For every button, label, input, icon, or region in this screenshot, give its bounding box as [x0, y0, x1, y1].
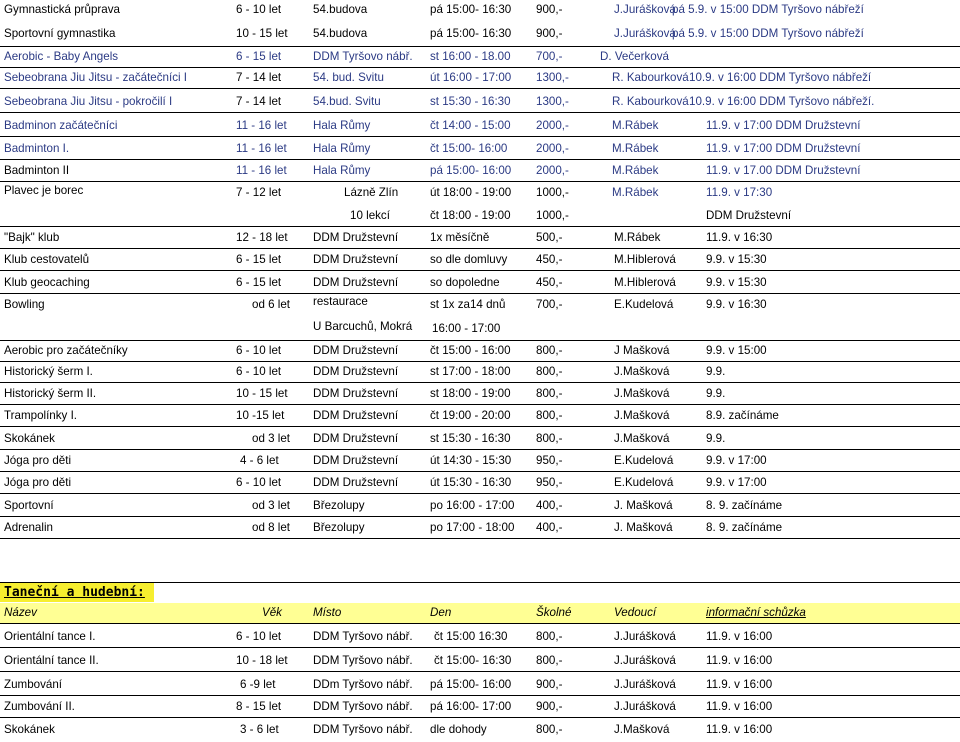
activity-info: 9.9. v 15:30 [706, 253, 767, 266]
dance-time: dle dohody [430, 723, 487, 736]
activity-info: pá 5.9. v 15:00 DDM Tyršovo nábřeží [672, 27, 864, 40]
activity-name: Sportovní [4, 499, 54, 512]
activity-age: 7 - 14 let [236, 71, 282, 84]
activity-leader: M.Hiblerová [614, 276, 676, 289]
activity-time: st 17:00 - 18:00 [430, 365, 511, 378]
table-row [0, 675, 960, 696]
table-row [0, 250, 960, 271]
dance-leader: J.Jurášková [614, 700, 676, 713]
activity-leader: E.Kudelová [614, 298, 674, 311]
dance-name: Skokánek [4, 723, 55, 736]
activity-name: Trampolínky I. [4, 409, 78, 422]
activity-name: Plavec je borec [4, 184, 84, 197]
activity-leader: R. Kabourková [612, 71, 689, 84]
activity-info: 8. 9. začínáme [706, 499, 783, 512]
activity-name: Badminton II [4, 164, 70, 177]
activity-info: 9.9. v 17:00 [706, 454, 767, 467]
dance-place: DDM Tyršovo nábř. [313, 654, 413, 667]
activity-time: út 15:30 - 16:30 [430, 476, 512, 489]
table-row [0, 429, 960, 450]
activity-age: 6 - 10 let [236, 3, 282, 16]
activity-place: Hala Růmy [313, 119, 371, 132]
section-heading [0, 582, 960, 604]
activity-place: DDM Družstevní [313, 344, 399, 357]
activity-leader: J.Mašková [614, 432, 670, 445]
activity-info: 11.9. v 16:30 [706, 231, 773, 244]
activity-age: 10 - 15 let [236, 27, 288, 40]
table-row [0, 116, 960, 137]
dance-price: 900,- [536, 678, 563, 691]
header-age: Věk [262, 606, 282, 619]
table-row [0, 183, 960, 203]
table-row [0, 228, 960, 249]
activity-name: Sportovní gymnastika [4, 27, 116, 40]
activity-name: Klub geocaching [4, 276, 90, 289]
activity-place: DDM Družstevní [313, 231, 399, 244]
table-row [0, 92, 960, 113]
activity-time: po 17:00 - 18:00 [430, 521, 515, 534]
activity-leader: E.Kudelová [614, 476, 674, 489]
activity-place: DDM Družstevní [313, 432, 399, 445]
dance-price: 800,- [536, 654, 563, 667]
activity-age: 10 -15 let [236, 409, 285, 422]
activity-age: 6 - 10 let [236, 365, 282, 378]
activity-leader: J. Mašková [614, 521, 673, 534]
activity-place: DDM Družstevní [313, 276, 399, 289]
activity-time: st 16:00 - 18.00 [430, 50, 511, 63]
bowling-extra-place: U Barcuchů, Mokrá [313, 320, 413, 333]
dance-info: 11.9. v 16:00 [706, 654, 773, 667]
activity-leader: M.Rábek [612, 164, 659, 177]
activity-info: 10.9. v 16:00 DDM Tyršovo nábřeží [689, 71, 872, 84]
header-leader: Vedoucí [614, 606, 657, 619]
dance-name: Orientální tance II. [4, 654, 99, 667]
activity-place: 10 lekcí [350, 209, 390, 222]
dance-info: 11.9. v 16:00 [706, 700, 773, 713]
activity-info: 10.9. v 16:00 DDM Tyršovo nábřeží. [689, 95, 875, 108]
dance-info: 11.9. v 16:00 [706, 723, 773, 736]
activity-time: čt 18:00 - 19:00 [430, 209, 511, 222]
activity-price: 2000,- [536, 164, 569, 177]
activity-info: pá 5.9. v 15:00 DDM Tyršovo nábřeží [672, 3, 864, 16]
activity-info: 9.9. v 15:30 [706, 276, 767, 289]
activity-price: 800,- [536, 409, 563, 422]
activity-time: čt 19:00 - 20:00 [430, 409, 511, 422]
activity-time: čt 15:00 - 16:00 [430, 344, 511, 357]
activity-leader: J.Jurášková [614, 27, 676, 40]
activity-place: Lázně Zlín [344, 186, 399, 199]
activity-price: 1300,- [536, 95, 569, 108]
activity-place: DDM Družstevní [313, 409, 399, 422]
table-row [0, 697, 960, 718]
activity-price: 1300,- [536, 71, 569, 84]
dance-age: 10 - 18 let [236, 654, 288, 667]
dance-time: pá 15:00- 16:00 [430, 678, 512, 691]
activity-leader: M.Rábek [614, 231, 661, 244]
activity-name: Sebeobrana Jiu Jitsu - pokročilí I [4, 95, 173, 108]
activity-price: 700,- [536, 50, 563, 63]
activity-info: 8. 9. začínáme [706, 521, 783, 534]
activity-time: po 16:00 - 17:00 [430, 499, 515, 512]
table-row [0, 406, 960, 427]
table-row [0, 340, 960, 362]
activity-leader: J.Jurášková [614, 3, 676, 16]
activity-leader: J. Mašková [614, 499, 673, 512]
activity-info: 9.9. v 15:00 [706, 344, 767, 357]
header-price: Školné [536, 606, 572, 619]
dance-age: 6 - 10 let [236, 630, 282, 643]
dance-leader: J.Jurášková [614, 630, 676, 643]
dance-age: 6 -9 let [240, 678, 276, 691]
table-row [0, 68, 960, 89]
activity-age: od 6 let [252, 298, 291, 311]
activity-time: st 15:30 - 16:30 [430, 95, 511, 108]
dance-place: DDm Tyršovo nábř. [313, 678, 413, 691]
activity-info: 11.9. v 17:00 DDM Družstevní [706, 142, 861, 155]
table-row [0, 518, 960, 539]
activity-info: 9.9. v 17:00 [706, 476, 767, 489]
dance-time: čt 15:00- 16:30 [434, 654, 512, 667]
dance-price: 900,- [536, 700, 563, 713]
activity-time: út 16:00 - 17:00 [430, 71, 512, 84]
activity-leader: M.Rábek [612, 186, 659, 199]
activity-leader: D. Večerková [600, 50, 669, 63]
dance-time: čt 15:00 16:30 [434, 630, 508, 643]
activity-info: 11.9. v 17:00 DDM Družstevní [706, 119, 861, 132]
activity-place: 54.budova [313, 27, 368, 40]
activity-price: 500,- [536, 231, 563, 244]
table-row [0, 362, 960, 383]
dance-place: DDM Tyršovo nábř. [313, 630, 413, 643]
activity-time: út 18:00 - 19:00 [430, 186, 512, 199]
activity-price: 800,- [536, 365, 563, 378]
dance-name: Zumbování [4, 678, 62, 691]
activity-time: so dle domluvy [430, 253, 508, 266]
activity-info: 11.9. v 17.00 DDM Družstevní [706, 164, 861, 177]
activity-leader: R. Kabourková [612, 95, 689, 108]
activity-place: DDM Družstevní [313, 476, 399, 489]
activity-time: st 15:30 - 16:30 [430, 432, 511, 445]
activity-time: pá 15:00- 16:30 [430, 3, 512, 16]
activity-age: 7 - 12 let [236, 186, 282, 199]
activity-place: DDM Tyršovo nábř. [313, 50, 413, 63]
activity-age: 4 - 6 let [240, 454, 279, 467]
header-info: informační schůzka [706, 606, 806, 619]
activity-age: 6 - 15 let [236, 50, 282, 63]
activity-name: Historický šerm I. [4, 365, 93, 378]
activity-age: 6 - 10 let [236, 476, 282, 489]
activity-price: 450,- [536, 276, 563, 289]
dance-leader: J.Jurášková [614, 678, 676, 691]
table-row [0, 473, 960, 494]
activity-price: 800,- [536, 432, 563, 445]
activity-age: od 8 let [252, 521, 291, 534]
activity-age: 7 - 14 let [236, 95, 282, 108]
activity-leader: J Mašková [614, 344, 670, 357]
dance-age: 8 - 15 let [236, 700, 282, 713]
activity-name: Klub cestovatelů [4, 253, 90, 266]
activity-age: 12 - 18 let [236, 231, 288, 244]
activity-leader: E.Kudelová [614, 454, 674, 467]
activity-info: 9.9. [706, 387, 726, 400]
activity-place: DDM Družstevní [313, 454, 399, 467]
dance-info: 11.9. v 16:00 [706, 630, 773, 643]
activity-place: 54. bud. Svitu [313, 71, 384, 84]
activity-leader: M.Hiblerová [614, 253, 676, 266]
activity-age: od 3 let [252, 432, 291, 445]
activity-place: Březolupy [313, 521, 365, 534]
activity-name: "Bajk" klub [4, 231, 60, 244]
activity-info: 9.9. [706, 432, 726, 445]
table-row [0, 161, 960, 182]
table-row [0, 720, 960, 740]
activity-price: 1000,- [536, 209, 569, 222]
activity-time: čt 14:00 - 15:00 [430, 119, 511, 132]
table-header [0, 603, 960, 624]
table-row [0, 0, 960, 20]
activity-place: Hala Růmy [313, 142, 371, 155]
activity-place: 54.bud. Svitu [313, 95, 381, 108]
activity-price: 900,- [536, 3, 563, 16]
activity-name: Bowling [4, 298, 45, 311]
activity-name: Adrenalin [4, 521, 53, 534]
activity-price: 700,- [536, 298, 563, 311]
activity-time: st 18:00 - 19:00 [430, 387, 511, 400]
activity-place: restaurace [313, 295, 368, 308]
activity-name: Gymnastická průprava [4, 3, 120, 16]
activity-info: 8.9. začínáme [706, 409, 779, 422]
activity-age: 11 - 16 let [236, 142, 287, 155]
header-place: Místo [313, 606, 342, 619]
activity-info: 9.9. v 16:30 [706, 298, 767, 311]
activity-price: 950,- [536, 476, 563, 489]
activity-place: Březolupy [313, 499, 365, 512]
activity-price: 400,- [536, 521, 563, 534]
table-row [0, 627, 960, 648]
activity-place: DDM Družstevní [313, 365, 399, 378]
table-row [0, 496, 960, 517]
activity-leader: M.Rábek [612, 142, 659, 155]
activity-price: 400,- [536, 499, 563, 512]
activity-name: Aerobic pro začátečníky [4, 344, 128, 357]
activity-age: 6 - 10 let [236, 344, 282, 357]
table-row [0, 46, 960, 68]
dance-leader: J.Jurášková [614, 654, 676, 667]
activity-age: 11 - 16 let [236, 119, 287, 132]
section-title: Taneční a hudební: [4, 585, 145, 600]
dance-price: 800,- [536, 630, 563, 643]
table-row [0, 451, 960, 472]
activity-place: 54.budova [313, 3, 368, 16]
activity-info: DDM Družstevní [706, 209, 792, 222]
table-row [0, 295, 960, 315]
dance-name: Zumbování II. [4, 700, 75, 713]
dance-place: DDM Tyršovo nábř. [313, 723, 413, 736]
table-row [0, 273, 960, 294]
activity-time: st 1x za14 dnů [430, 298, 506, 311]
activity-time: pá 15:00- 16:00 [430, 164, 512, 177]
activity-age: 6 - 15 let [236, 276, 282, 289]
activity-time: čt 15:00- 16:00 [430, 142, 508, 155]
dance-leader: J.Mašková [614, 723, 670, 736]
activity-price: 1000,- [536, 186, 569, 199]
activity-name: Badminon začátečníci [4, 119, 118, 132]
activity-leader: J.Mašková [614, 387, 670, 400]
activity-price: 2000,- [536, 142, 569, 155]
activity-place: DDM Družstevní [313, 387, 399, 400]
activity-price: 2000,- [536, 119, 569, 132]
activity-time: 1x měsíčně [430, 231, 490, 244]
header-name: Název [4, 606, 37, 619]
activity-name: Sebeobrana Jiu Jitsu - začátečníci I [4, 71, 188, 84]
activity-price: 800,- [536, 344, 563, 357]
dance-price: 800,- [536, 723, 563, 736]
activity-price: 900,- [536, 27, 563, 40]
dance-info: 11.9. v 16:00 [706, 678, 773, 691]
activity-name: Badminton I. [4, 142, 70, 155]
activity-place: DDM Družstevní [313, 253, 399, 266]
activity-name: Jóga pro děti [4, 454, 72, 467]
activity-time: út 14:30 - 15:30 [430, 454, 512, 467]
dance-time: pá 16:00- 17:00 [430, 700, 512, 713]
activity-name: Aerobic - Baby Angels [4, 50, 119, 63]
activity-leader: J.Mašková [614, 365, 670, 378]
dance-place: DDM Tyršovo nábř. [313, 700, 413, 713]
activity-info: 11.9. v 17:30 [706, 186, 773, 199]
activity-leader: M.Rábek [612, 119, 659, 132]
activity-time: pá 15:00- 16:30 [430, 27, 512, 40]
activity-place: Hala Růmy [313, 164, 371, 177]
dance-age: 3 - 6 let [240, 723, 279, 736]
activity-age: od 3 let [252, 499, 291, 512]
header-time: Den [430, 606, 452, 619]
activity-age: 10 - 15 let [236, 387, 288, 400]
activity-info: 9.9. [706, 365, 726, 378]
activity-name: Skokánek [4, 432, 55, 445]
activity-price: 450,- [536, 253, 563, 266]
activity-time: so dopoledne [430, 276, 500, 289]
activity-leader: J.Mašková [614, 409, 670, 422]
table-row [0, 24, 960, 44]
table-row [0, 384, 960, 405]
bowling-extra-time: 16:00 - 17:00 [432, 322, 501, 335]
table-row [0, 651, 960, 672]
activity-name: Historický šerm II. [4, 387, 97, 400]
table-row [0, 206, 960, 227]
table-row [0, 139, 960, 160]
activity-name: Jóga pro děti [4, 476, 72, 489]
activity-age: 6 - 15 let [236, 253, 282, 266]
activity-price: 800,- [536, 387, 563, 400]
activity-price: 950,- [536, 454, 563, 467]
dance-name: Orientální tance I. [4, 630, 96, 643]
activity-age: 11 - 16 let [236, 164, 287, 177]
